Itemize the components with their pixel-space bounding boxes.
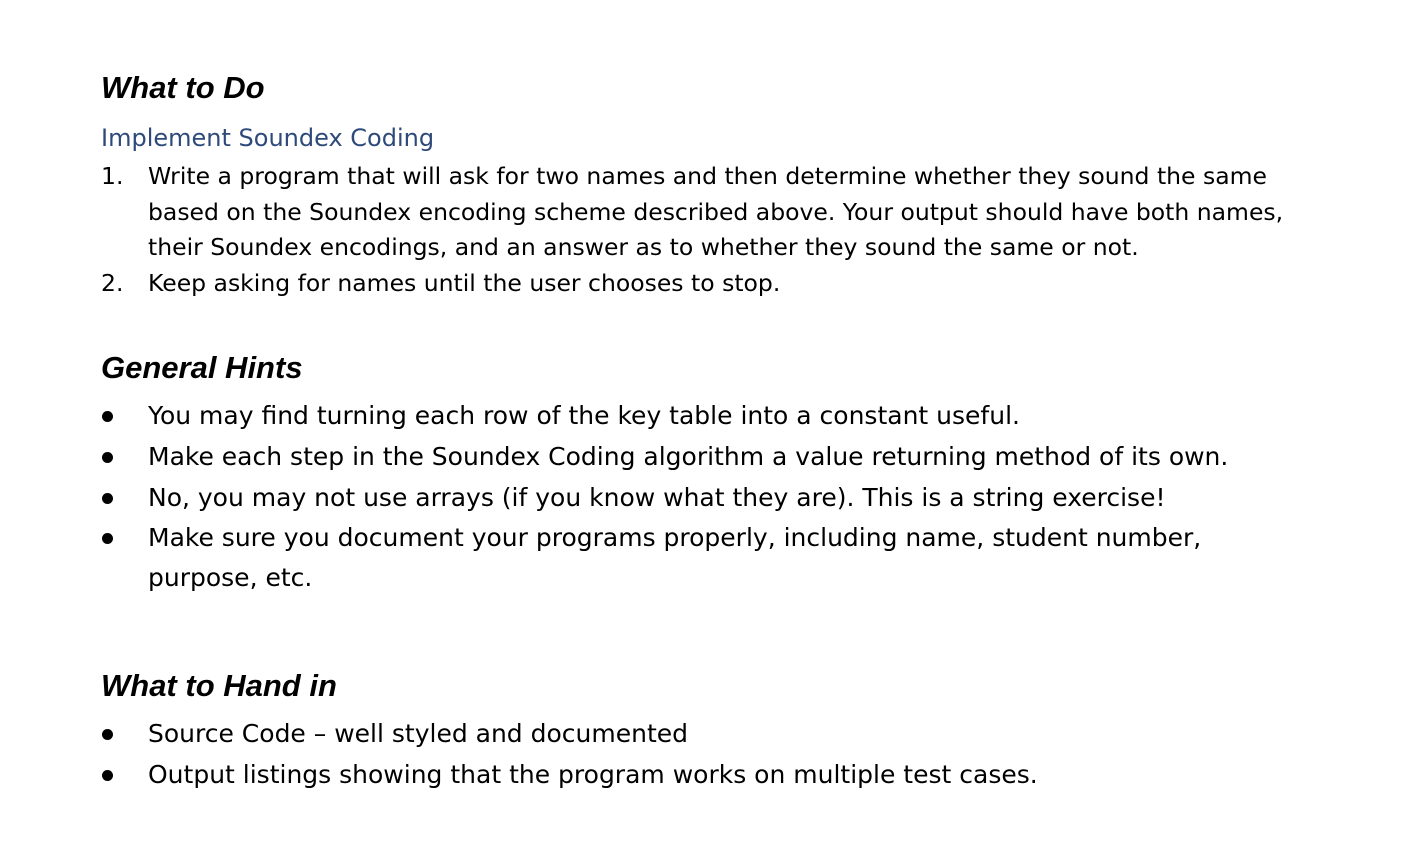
step-item [101,266,1351,302]
what-to-hand-in-heading: What to Hand in [101,668,337,703]
bullet-icon [102,533,113,544]
bullet-icon [102,729,113,740]
bullet-icon [102,411,113,422]
hint-text-line: Make each step in the Soundex Coding algorithm a value returning method of its own. [148,441,1229,471]
step-text-line: their Soundex encodings, and an answer as to whether they sound the same or not. [148,233,1139,261]
what-to-do-steps [101,159,1351,301]
hint-text-line: purpose, etc. [148,562,313,592]
hint-text-line: You may find turning each row of the key table into a constant useful. [148,401,1020,430]
step-text-line: Keep asking for names until the user chooses to stop. [148,268,781,297]
step-text-line: Write a program that will ask for two names and then determine whether they sound the same [148,162,1267,190]
general-hints-heading: General Hints [101,350,303,385]
bullet-icon [102,452,113,463]
hint-item [101,478,1351,518]
hint-item [101,437,1351,477]
hand-in-item [101,755,1351,795]
hint-item [101,396,1351,436]
step-number: 1. [101,162,124,190]
hint-text-line: Make sure you document your programs properly, including name, student number, [148,523,1202,553]
hand-in-item [101,714,1351,754]
implement-soundex-subheading: Implement Soundex Coding [101,124,435,152]
step-number: 2. [101,268,124,297]
bullet-icon [102,493,113,504]
hand-in-list [101,714,1351,796]
bullet-icon [102,770,113,781]
what-to-do-heading: What to Do [101,70,265,105]
hint-text-line: No, you may not use arrays (if you know what they are). This is a string exercise! [148,482,1166,512]
hand-in-text-line: Output listings showing that the program works on multiple test cases. [148,759,1038,789]
step-item [101,159,1351,266]
step-text-line: based on the Soundex encoding scheme described above. Your output should have both names, [148,197,1284,226]
hint-item [101,518,1351,597]
hand-in-text-line: Source Code – well styled and documented [148,719,689,748]
general-hints-list [101,396,1351,599]
